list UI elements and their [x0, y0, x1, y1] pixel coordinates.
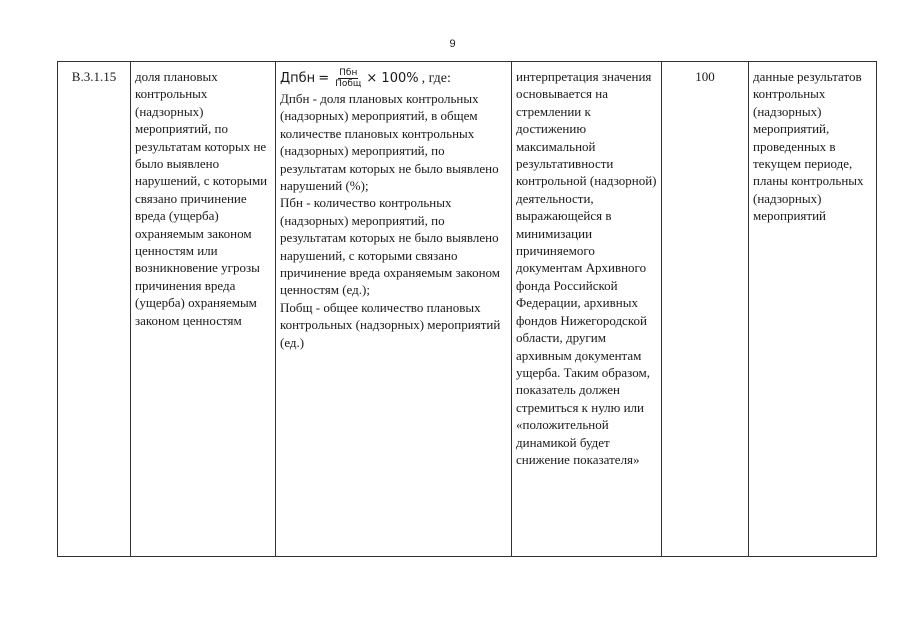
definition-pbn: Пбн - количество контрольных (надзорных) мероприятий, по результатам которых не было выявлено нарушений, с которыми связано причинение вреда охраняемым законом ценностям (ед.); [280, 195, 501, 298]
indicator-name: доля плановых контрольных (надзорных) мероприятий, по результатам которых не было выявлено нарушений, с которыми связано причинение вреда (ущерба) охраняемым законом ценностям или возникновение угрозы причинения вреда (ущерба) охраняемым законом ценностям [135, 69, 268, 328]
interpretation-text: интерпретация значения основывается на стремлении к достижению максимальной результативности контрольной (надзорной) деятельности, выражающейся в минимизации причиняемого документам Архивного фонда Российской Федерации, архивных фондов Нижегородской области, другим архивным документам ущерба. Таким образом, показатель должен стремиться к нулю или «положительной динамикой будет снижение показателя» [516, 69, 657, 467]
formula-numerator: Пбн [339, 68, 358, 78]
table-row [58, 62, 877, 557]
target-value-cell [662, 62, 749, 557]
formula-tail: , где: [421, 70, 451, 86]
indicator-table [57, 61, 877, 557]
formula [280, 68, 507, 89]
definition-dpbn: Дпбн - доля плановых контрольных (надзорных) мероприятий, в общем количестве плановых контрольных (надзорных) мероприятий, по результатам которых не было выявлено нарушений (%); [280, 91, 499, 194]
interpretation-cell [512, 62, 662, 557]
formula-denominator: Побщ [335, 79, 362, 89]
formula-fraction [334, 68, 362, 89]
definition-pobsch: Побщ - общее количество плановых контрольных (надзорных) мероприятий (ед.) [280, 299, 501, 350]
target-value: 100 [695, 69, 715, 84]
formula-multiplier: × 100% [366, 70, 419, 86]
formula-cell [276, 62, 512, 557]
page-number: 9 [449, 38, 456, 50]
indicator-code: В.3.1.15 [71, 69, 117, 84]
data-source-text: данные результатов контрольных (надзорных) мероприятий, проведенных в текущем периоде, планы контрольных (надзорных) мероприятий [753, 69, 864, 224]
formula-equals: = [318, 70, 330, 86]
indicator-name-cell [131, 62, 276, 557]
formula-lhs: Дпбн [280, 70, 316, 86]
indicator-code-cell [58, 62, 131, 557]
data-source-cell [749, 62, 877, 557]
